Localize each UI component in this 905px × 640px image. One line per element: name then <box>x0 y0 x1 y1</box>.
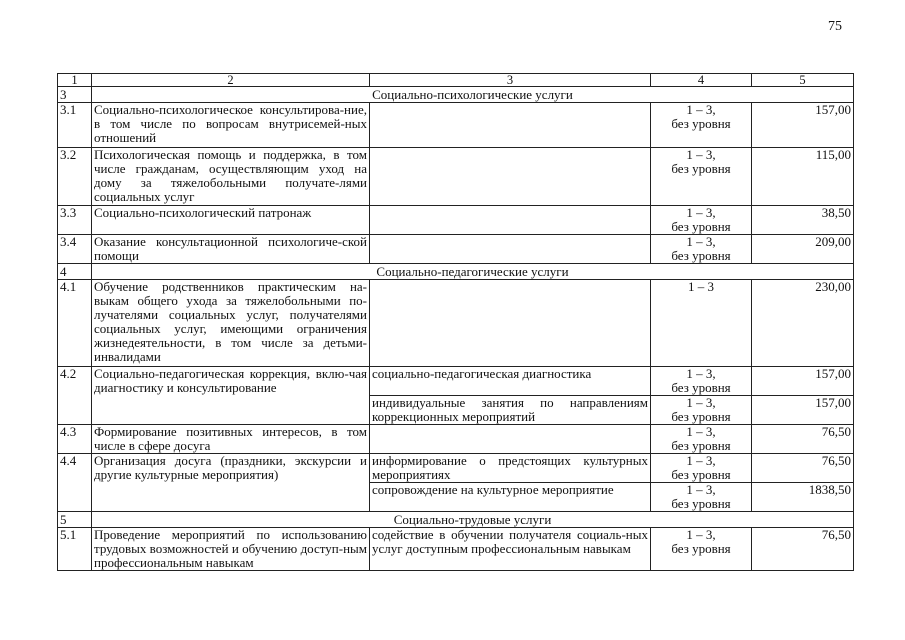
price-value: 157,00 <box>752 396 854 425</box>
service-number: 3.2 <box>58 148 92 206</box>
service-detail: информирование о предстоящих культурных мероприятиях <box>370 454 651 483</box>
level-cell <box>651 103 752 148</box>
table-row <box>58 103 854 148</box>
section-title: Социально-трудовые услуги <box>92 512 854 528</box>
service-number: 3.1 <box>58 103 92 148</box>
level-cell <box>651 148 752 206</box>
service-name: Социально-психологическое консультирова-ние, в том числе по вопросам внутрисемей-ных отношений <box>92 103 370 148</box>
table-row <box>58 528 854 571</box>
service-name: Оказание консультационной психологиче-ской помощи <box>92 235 370 264</box>
level-cell <box>651 396 752 425</box>
service-number: 4.4 <box>58 454 92 512</box>
level-cell <box>651 206 752 235</box>
section-row <box>58 264 854 280</box>
level-value: 1 – 3, без уровня <box>671 482 731 511</box>
service-detail <box>370 235 651 264</box>
level-value: 1 – 3, без уровня <box>671 527 731 556</box>
service-number: 5.1 <box>58 528 92 571</box>
level-value: 1 – 3, без уровня <box>671 147 731 176</box>
service-detail <box>370 206 651 235</box>
service-name: Организация досуга (праздники, экскурсии и другие культурные мероприятия) <box>92 454 370 512</box>
services-table <box>57 73 854 571</box>
table-row <box>58 454 854 483</box>
level-value: 1 – 3, без уровня <box>671 234 731 263</box>
price-value: 76,50 <box>752 528 854 571</box>
page-number: 75 <box>828 19 842 34</box>
price-value: 157,00 <box>752 103 854 148</box>
level-cell <box>651 454 752 483</box>
level-cell <box>651 425 752 454</box>
table-row <box>58 280 854 367</box>
service-name: Формирование позитивных интересов, в том числе в сфере досуга <box>92 425 370 454</box>
table-row <box>58 425 854 454</box>
level-value: 1 – 3, без уровня <box>671 102 731 131</box>
level-value: 1 – 3, без уровня <box>671 205 731 234</box>
column-header: 1 <box>58 74 92 87</box>
service-name: Обучение родственников практическим на-выкам общего ухода за тяжелобольными по-лучателями социальных услуг, получателями социальных услуг, имеющими ограничения жизнедеятельности, в том числе за детьми-инвалидами <box>92 280 370 367</box>
table-row <box>58 235 854 264</box>
service-detail <box>370 280 651 367</box>
price-value: 115,00 <box>752 148 854 206</box>
column-header: 2 <box>92 74 370 87</box>
service-detail: сопровождение на культурное мероприятие <box>370 483 651 512</box>
section-title: Социально-психологические услуги <box>92 87 854 103</box>
table-row <box>58 206 854 235</box>
table-header-row <box>58 74 854 87</box>
service-detail: содействие в обучении получателя социаль-ных услуг доступным профессиональным навыкам <box>370 528 651 571</box>
service-detail <box>370 425 651 454</box>
service-number: 3.4 <box>58 235 92 264</box>
level-cell <box>651 483 752 512</box>
service-number: 4.1 <box>58 280 92 367</box>
service-name: Социально-психологический патронаж <box>92 206 370 235</box>
section-number: 4 <box>58 264 92 280</box>
level-value: 1 – 3 <box>688 279 714 294</box>
service-detail: социально-педагогическая диагностика <box>370 367 651 396</box>
service-number: 3.3 <box>58 206 92 235</box>
level-cell <box>651 367 752 396</box>
service-detail <box>370 148 651 206</box>
table-row <box>58 148 854 206</box>
service-detail <box>370 103 651 148</box>
column-header: 3 <box>370 74 651 87</box>
price-value: 157,00 <box>752 367 854 396</box>
section-row <box>58 512 854 528</box>
service-name: Психологическая помощь и поддержка, в том числе гражданам, осуществляющим уход на дому за тяжелобольными получате-лями социальных услуг <box>92 148 370 206</box>
service-number: 4.3 <box>58 425 92 454</box>
level-cell <box>651 528 752 571</box>
service-number: 4.2 <box>58 367 92 425</box>
column-header: 4 <box>651 74 752 87</box>
service-name: Проведение мероприятий по использованию трудовых возможностей и обучению доступ-ным профессиональным навыкам <box>92 528 370 571</box>
price-value: 1838,50 <box>752 483 854 512</box>
level-value: 1 – 3, без уровня <box>671 366 731 395</box>
price-value: 38,50 <box>752 206 854 235</box>
price-value: 76,50 <box>752 454 854 483</box>
level-value: 1 – 3, без уровня <box>671 424 731 453</box>
section-number: 5 <box>58 512 92 528</box>
service-detail: индивидуальные занятия по направлениям коррекционных мероприятий <box>370 396 651 425</box>
price-value: 76,50 <box>752 425 854 454</box>
table-row <box>58 367 854 396</box>
level-cell <box>651 235 752 264</box>
section-row <box>58 87 854 103</box>
section-number: 3 <box>58 87 92 103</box>
level-value: 1 – 3, без уровня <box>671 453 731 482</box>
service-name: Социально-педагогическая коррекция, вклю-чая диагностику и консультирование <box>92 367 370 425</box>
column-header: 5 <box>752 74 854 87</box>
section-title: Социально-педагогические услуги <box>92 264 854 280</box>
price-value: 230,00 <box>752 280 854 367</box>
level-cell <box>651 280 752 367</box>
price-value: 209,00 <box>752 235 854 264</box>
level-value: 1 – 3, без уровня <box>671 395 731 424</box>
